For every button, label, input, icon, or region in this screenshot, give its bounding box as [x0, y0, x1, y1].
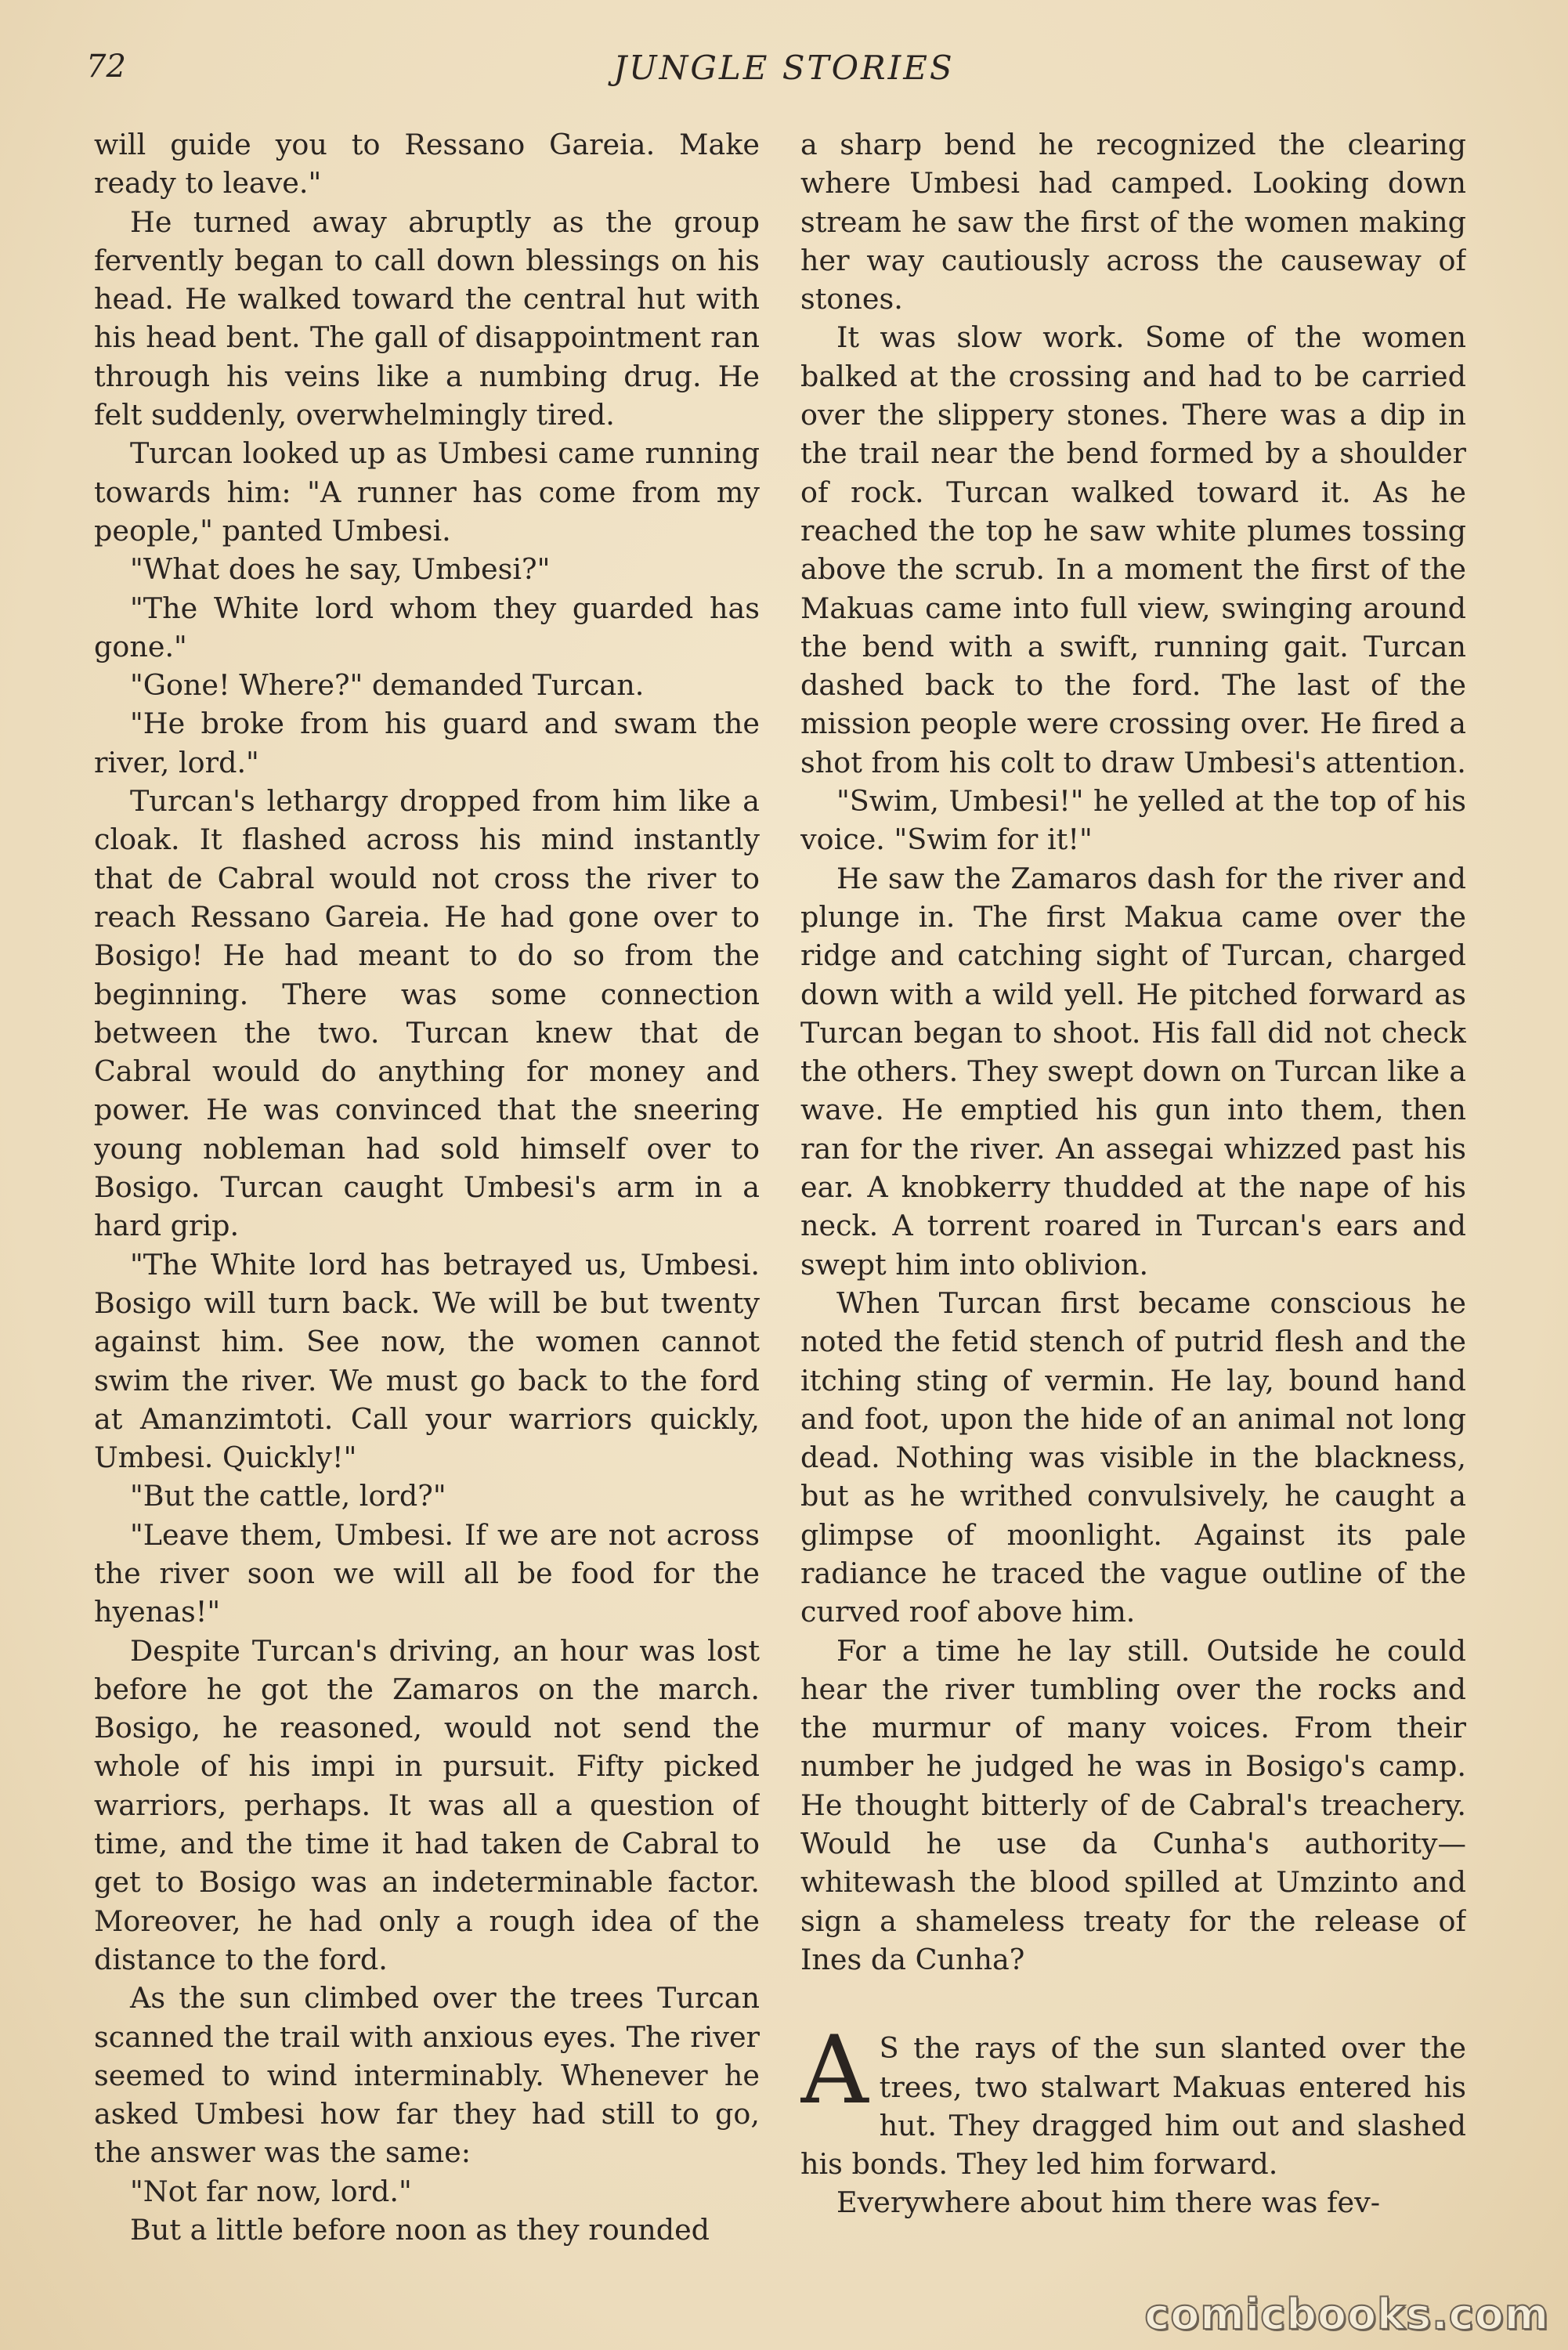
left-column [94, 125, 760, 2272]
paragraph: "The White lord has betrayed us, Umbesi. Bosigo will turn back. We will be but twenty against him. See now, the women cannot swim the river. We must go back to the ford at Amanzimtoti. Call your warriors quickly, Umbesi. Quickly!" [94, 1247, 760, 1475]
paragraph: When Turcan first became conscious he noted the fetid stench of putrid flesh and the itching sting of vermin. He lay, bound hand and foot, upon the hide of an animal not long dead. Nothing was visible in the blackness, but as he writhed convulsively, he caught a glimpse of moonlight. Against its pale radiance he traced the vague outline of the curved roof above him. [800, 1285, 1466, 1629]
section-opening-text: S the rays of the sun slanted over the trees, two stalwart Makuas entered his hut. They dragged him out and slashed his bonds. They led him forward. [800, 2031, 1466, 2182]
paragraph: "What does he say, Umbesi?" [130, 552, 551, 587]
section-break [800, 1979, 1466, 2029]
paragraph: Turcan's lethargy dropped from him like a cloak. It flashed across his mind instantly that de Cabral would not cross the river to reach Ressano Gareia. He had gone over to Bosigo! He had meant to do so from the beginning. There was some connection between the two. Turcan knew that de Cabral would do anything for money and power. He was convinced that the sneering young nobleman had sold himself over to Bosigo. Turcan caught Umbesi's arm in a hard grip. [94, 784, 760, 1243]
running-title: JUNGLE STORIES [613, 49, 955, 87]
paragraph: Turcan looked up as Umbesi came running towards him: "A runner has come from my people," panted Umbesi. [94, 436, 760, 548]
paragraph: As the sun climbed over the trees Turcan scanned the trail with anxious eyes. The river seemed to wind interminably. Whenever he asked Umbesi how far they had still to go, the answer was the same: [94, 1981, 760, 2170]
paragraph: "Not far now, lord." [130, 2174, 412, 2208]
page-number: 72 [86, 49, 126, 85]
paragraph: Despite Turcan's driving, an hour was lost before he got the Zamaros on the march. Bosigo, he reasoned, would not send the whole of his impi in pursuit. Fifty picked warriors, perhaps. It was all a question of time, and the time it had taken de Cabral to get to Bosigo was an indeterminable factor. Moreover, he had only a rough idea of the distance to the ford. [94, 1633, 760, 1976]
paragraph: He saw the Zamaros dash for the river and plunge in. The first Makua came over the ridge and catching sight of Turcan, charged down with a wild yell. He pitched forward as Turcan began to shoot. His fall did not check the others. They swept down on Turcan like a wave. He emptied his gun into them, then ran for the river. An assegai whizzed past his ear. A knobkerry thudded at the nape of his neck. A torrent roared in Turcan's ears and swept him into oblivion. [800, 861, 1466, 1282]
paragraph: "Gone! Where?" demanded Turcan. [130, 668, 645, 703]
paragraph: "Leave them, Umbesi. If we are not across the river soon we will all be food for the hyenas!" [94, 1517, 760, 1629]
paragraph: It was slow work. Some of the women balked at the crossing and had to be carried over the slippery stones. There was a dip in the trail near the bend formed by a shoulder of rock. Turcan walked toward it. As he reached the top he saw white plumes tossing above the scrub. In a moment the first of the Makuas came into full view, swinging around the bend with a swift, running gait. Turcan dashed back to the ford. The last of the mission people were crossing over. He fired a shot from his colt to draw Umbesi's attention. [800, 320, 1466, 779]
paragraph: But a little before noon as they rounded [130, 2213, 710, 2247]
right-column [800, 125, 1466, 2272]
watermark: comicbooks.com [1144, 2290, 1549, 2339]
paragraph: will guide you to Ressano Gareia. Make ready to leave." [94, 128, 760, 201]
paragraph: He turned away abruptly as the group fervently began to call down blessings on his head. He walked toward the central hut with his head bent. The gall of disappointment ran through his veins like a numbing drug. He felt suddenly, overwhelmingly tired. [94, 204, 760, 432]
paragraph: a sharp bend he recognized the clearing where Umbesi had camped. Looking down stream he saw the first of the women making her way cautiously across the causeway of stones. [800, 128, 1466, 316]
paragraph: "He broke from his guard and swam the river, lord." [94, 707, 760, 779]
drop-cap: A [800, 2016, 869, 2126]
section-opening-paragraph [800, 2016, 1466, 2183]
paragraph: Everywhere about him there was fev- [836, 2186, 1381, 2220]
page-header [86, 49, 1482, 103]
paragraph: "Swim, Umbesi!" he yelled at the top of his voice. "Swim for it!" [800, 784, 1466, 857]
paragraph: "But the cattle, lord?" [130, 1479, 446, 1513]
paragraph: For a time he lay still. Outside he could hear the river tumbling over the rocks and the murmur of many voices. From their number he judged he was in Bosigo's camp. He thought bitterly of de Cabral's treachery. Would he use da Cunha's authority—whitewash the blood spilled at Umzinto and sign a shameless treaty for the release of Ines da Cunha? [800, 1633, 1466, 1976]
paragraph: "The White lord whom they guarded has gone." [94, 591, 760, 663]
